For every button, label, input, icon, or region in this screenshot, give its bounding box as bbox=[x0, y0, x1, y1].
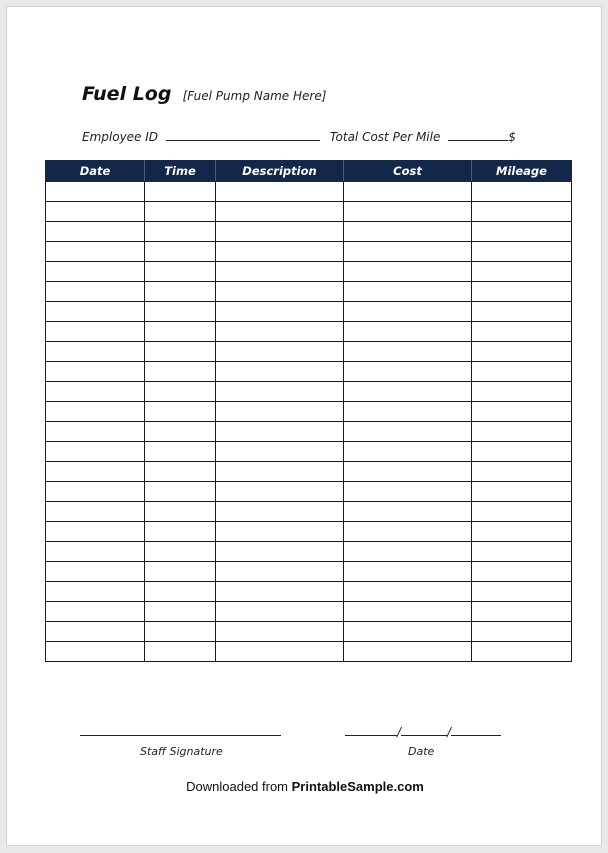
table-cell-mileage[interactable] bbox=[472, 282, 572, 302]
table-cell-description[interactable] bbox=[216, 602, 344, 622]
column-header-mileage: Mileage bbox=[472, 161, 572, 182]
table-row bbox=[46, 422, 572, 442]
table-cell-mileage[interactable] bbox=[472, 402, 572, 422]
table-row bbox=[46, 642, 572, 662]
date-month-blank bbox=[345, 723, 397, 736]
table-row bbox=[46, 622, 572, 642]
table-body bbox=[46, 182, 572, 662]
table-cell-mileage[interactable] bbox=[472, 302, 572, 322]
table-row bbox=[46, 462, 572, 482]
table-cell-time[interactable] bbox=[145, 202, 216, 222]
table-cell-cost[interactable] bbox=[344, 382, 472, 402]
table-cell-description[interactable] bbox=[216, 262, 344, 282]
footer-prefix: Downloaded from bbox=[186, 779, 289, 794]
table-cell-description[interactable] bbox=[216, 422, 344, 442]
table-cell-time[interactable] bbox=[145, 442, 216, 462]
table-cell-mileage[interactable] bbox=[472, 482, 572, 502]
date-separator: / bbox=[397, 725, 402, 739]
table-cell-date[interactable] bbox=[46, 422, 145, 442]
footer-site: PrintableSample.com bbox=[291, 779, 424, 794]
table-cell-mileage[interactable] bbox=[472, 182, 572, 202]
footer-credit bbox=[7, 779, 603, 794]
table-cell-cost[interactable] bbox=[344, 262, 472, 282]
table-cell-description[interactable] bbox=[216, 562, 344, 582]
table-row bbox=[46, 202, 572, 222]
table-cell-mileage[interactable] bbox=[472, 362, 572, 382]
table-cell-date[interactable] bbox=[46, 202, 145, 222]
table-cell-mileage[interactable] bbox=[472, 582, 572, 602]
table-cell-cost[interactable] bbox=[344, 522, 472, 542]
date-label: Date bbox=[408, 745, 435, 758]
table-cell-time[interactable] bbox=[145, 562, 216, 582]
table-cell-cost[interactable] bbox=[344, 202, 472, 222]
table-cell-mileage[interactable] bbox=[472, 642, 572, 662]
date-separator: / bbox=[447, 725, 452, 739]
table-cell-time[interactable] bbox=[145, 342, 216, 362]
table-row bbox=[46, 282, 572, 302]
table-cell-cost[interactable] bbox=[344, 442, 472, 462]
table-cell-time[interactable] bbox=[145, 602, 216, 622]
table-row bbox=[46, 482, 572, 502]
table-cell-description[interactable] bbox=[216, 582, 344, 602]
table-row bbox=[46, 442, 572, 462]
employee-id-label: Employee ID bbox=[82, 130, 159, 144]
table-cell-cost[interactable] bbox=[344, 282, 472, 302]
table-cell-mileage[interactable] bbox=[472, 202, 572, 222]
table-cell-date[interactable] bbox=[46, 302, 145, 322]
cost-per-mile-blank[interactable] bbox=[448, 128, 508, 141]
pump-name-placeholder: [Fuel Pump Name Here] bbox=[182, 89, 327, 103]
column-header-date: Date bbox=[46, 161, 145, 182]
table-cell-time[interactable] bbox=[145, 362, 216, 382]
table-cell-date[interactable] bbox=[46, 222, 145, 242]
table-row bbox=[46, 602, 572, 622]
table-cell-cost[interactable] bbox=[344, 502, 472, 522]
column-header-cost: Cost bbox=[344, 161, 472, 182]
table-cell-date[interactable] bbox=[46, 502, 145, 522]
table-cell-cost[interactable] bbox=[344, 402, 472, 422]
table-cell-date[interactable] bbox=[46, 382, 145, 402]
table-cell-mileage[interactable] bbox=[472, 442, 572, 462]
table-cell-description[interactable] bbox=[216, 642, 344, 662]
table-cell-date[interactable] bbox=[46, 602, 145, 622]
table-row bbox=[46, 222, 572, 242]
table-cell-description[interactable] bbox=[216, 362, 344, 382]
table-cell-mileage[interactable] bbox=[472, 342, 572, 362]
table-cell-date[interactable] bbox=[46, 462, 145, 482]
table-cell-description[interactable] bbox=[216, 302, 344, 322]
table-cell-mileage[interactable] bbox=[472, 522, 572, 542]
table-cell-cost[interactable] bbox=[344, 462, 472, 482]
table-cell-mileage[interactable] bbox=[472, 562, 572, 582]
table-cell-date[interactable] bbox=[46, 242, 145, 262]
table-cell-cost[interactable] bbox=[344, 182, 472, 202]
table-cell-mileage[interactable] bbox=[472, 542, 572, 562]
table-cell-time[interactable] bbox=[145, 462, 216, 482]
table-cell-time[interactable] bbox=[145, 302, 216, 322]
table-cell-description[interactable] bbox=[216, 342, 344, 362]
table-cell-description[interactable] bbox=[216, 222, 344, 242]
table-cell-cost[interactable] bbox=[344, 562, 472, 582]
table-cell-date[interactable] bbox=[46, 582, 145, 602]
table-row bbox=[46, 322, 572, 342]
table-cell-time[interactable] bbox=[145, 422, 216, 442]
table-cell-description[interactable] bbox=[216, 542, 344, 562]
table-row bbox=[46, 382, 572, 402]
table-cell-date[interactable] bbox=[46, 482, 145, 502]
table-cell-cost[interactable] bbox=[344, 422, 472, 442]
table-row bbox=[46, 342, 572, 362]
table-cell-mileage[interactable] bbox=[472, 422, 572, 442]
table-cell-date[interactable] bbox=[46, 182, 145, 202]
staff-signature-label: Staff Signature bbox=[140, 745, 223, 758]
date-year-blank bbox=[451, 723, 501, 736]
table-cell-time[interactable] bbox=[145, 482, 216, 502]
table-cell-description[interactable] bbox=[216, 622, 344, 642]
table-cell-mileage[interactable] bbox=[472, 462, 572, 482]
table-cell-mileage[interactable] bbox=[472, 602, 572, 622]
table-cell-date[interactable] bbox=[46, 442, 145, 462]
table-cell-description[interactable] bbox=[216, 242, 344, 262]
employee-id-blank[interactable] bbox=[166, 128, 320, 141]
table-cell-description[interactable] bbox=[216, 502, 344, 522]
table-cell-cost[interactable] bbox=[344, 322, 472, 342]
table-cell-cost[interactable] bbox=[344, 482, 472, 502]
table-cell-date[interactable] bbox=[46, 322, 145, 342]
table-row bbox=[46, 522, 572, 542]
table-cell-date[interactable] bbox=[46, 402, 145, 422]
table-cell-cost[interactable] bbox=[344, 602, 472, 622]
table-cell-time[interactable] bbox=[145, 262, 216, 282]
table-header-row bbox=[46, 161, 572, 182]
table-cell-description[interactable] bbox=[216, 382, 344, 402]
table-cell-mileage[interactable] bbox=[472, 262, 572, 282]
table-cell-date[interactable] bbox=[46, 562, 145, 582]
currency-symbol: $ bbox=[508, 130, 516, 144]
table-cell-cost[interactable] bbox=[344, 242, 472, 262]
date-day-blank bbox=[401, 723, 447, 736]
table-cell-date[interactable] bbox=[46, 282, 145, 302]
table-row bbox=[46, 242, 572, 262]
table-cell-time[interactable] bbox=[145, 282, 216, 302]
table-cell-time[interactable] bbox=[145, 502, 216, 522]
table-cell-description[interactable] bbox=[216, 282, 344, 302]
table-cell-time[interactable] bbox=[145, 582, 216, 602]
table-cell-description[interactable] bbox=[216, 322, 344, 342]
table-cell-time[interactable] bbox=[145, 402, 216, 422]
table-row bbox=[46, 582, 572, 602]
table-row bbox=[46, 262, 572, 282]
page-title: Fuel Log bbox=[82, 83, 172, 105]
table-cell-cost[interactable] bbox=[344, 362, 472, 382]
table-row bbox=[46, 182, 572, 202]
table-row bbox=[46, 302, 572, 322]
table-cell-description[interactable] bbox=[216, 522, 344, 542]
table-cell-date[interactable] bbox=[46, 642, 145, 662]
table-row bbox=[46, 502, 572, 522]
table-cell-mileage[interactable] bbox=[472, 242, 572, 262]
column-header-description: Description bbox=[216, 161, 344, 182]
table-cell-description[interactable] bbox=[216, 482, 344, 502]
table-row bbox=[46, 362, 572, 382]
document-page bbox=[6, 6, 602, 846]
title-line bbox=[82, 83, 326, 105]
table-cell-cost[interactable] bbox=[344, 342, 472, 362]
table-row bbox=[46, 542, 572, 562]
table-cell-cost[interactable] bbox=[344, 542, 472, 562]
table-cell-description[interactable] bbox=[216, 202, 344, 222]
table-cell-time[interactable] bbox=[145, 182, 216, 202]
table-cell-mileage[interactable] bbox=[472, 622, 572, 642]
table-cell-date[interactable] bbox=[46, 622, 145, 642]
table-cell-cost[interactable] bbox=[344, 582, 472, 602]
table-cell-mileage[interactable] bbox=[472, 222, 572, 242]
table-row bbox=[46, 402, 572, 422]
date-blanks[interactable] bbox=[345, 723, 501, 739]
table-cell-description[interactable] bbox=[216, 182, 344, 202]
table-cell-date[interactable] bbox=[46, 362, 145, 382]
table-cell-mileage[interactable] bbox=[472, 502, 572, 522]
table-cell-date[interactable] bbox=[46, 542, 145, 562]
table-cell-time[interactable] bbox=[145, 242, 216, 262]
table-cell-cost[interactable] bbox=[344, 622, 472, 642]
table-cell-mileage[interactable] bbox=[472, 382, 572, 402]
table-cell-cost[interactable] bbox=[344, 222, 472, 242]
fuel-log-table bbox=[45, 160, 572, 662]
table-cell-time[interactable] bbox=[145, 642, 216, 662]
table-cell-date[interactable] bbox=[46, 262, 145, 282]
table-cell-mileage[interactable] bbox=[472, 322, 572, 342]
table-row bbox=[46, 562, 572, 582]
table-cell-cost[interactable] bbox=[344, 642, 472, 662]
table-cell-description[interactable] bbox=[216, 402, 344, 422]
table-cell-description[interactable] bbox=[216, 462, 344, 482]
table-cell-time[interactable] bbox=[145, 522, 216, 542]
info-line bbox=[82, 128, 516, 144]
table-cell-time[interactable] bbox=[145, 322, 216, 342]
table-cell-description[interactable] bbox=[216, 442, 344, 462]
table-cell-time[interactable] bbox=[145, 222, 216, 242]
table-cell-time[interactable] bbox=[145, 382, 216, 402]
column-header-time: Time bbox=[145, 161, 216, 182]
table-cell-time[interactable] bbox=[145, 622, 216, 642]
table-cell-date[interactable] bbox=[46, 342, 145, 362]
cost-per-mile-label: Total Cost Per Mile bbox=[329, 130, 441, 144]
table-cell-cost[interactable] bbox=[344, 302, 472, 322]
staff-signature-line[interactable] bbox=[80, 735, 281, 736]
table-cell-date[interactable] bbox=[46, 522, 145, 542]
table-cell-time[interactable] bbox=[145, 542, 216, 562]
